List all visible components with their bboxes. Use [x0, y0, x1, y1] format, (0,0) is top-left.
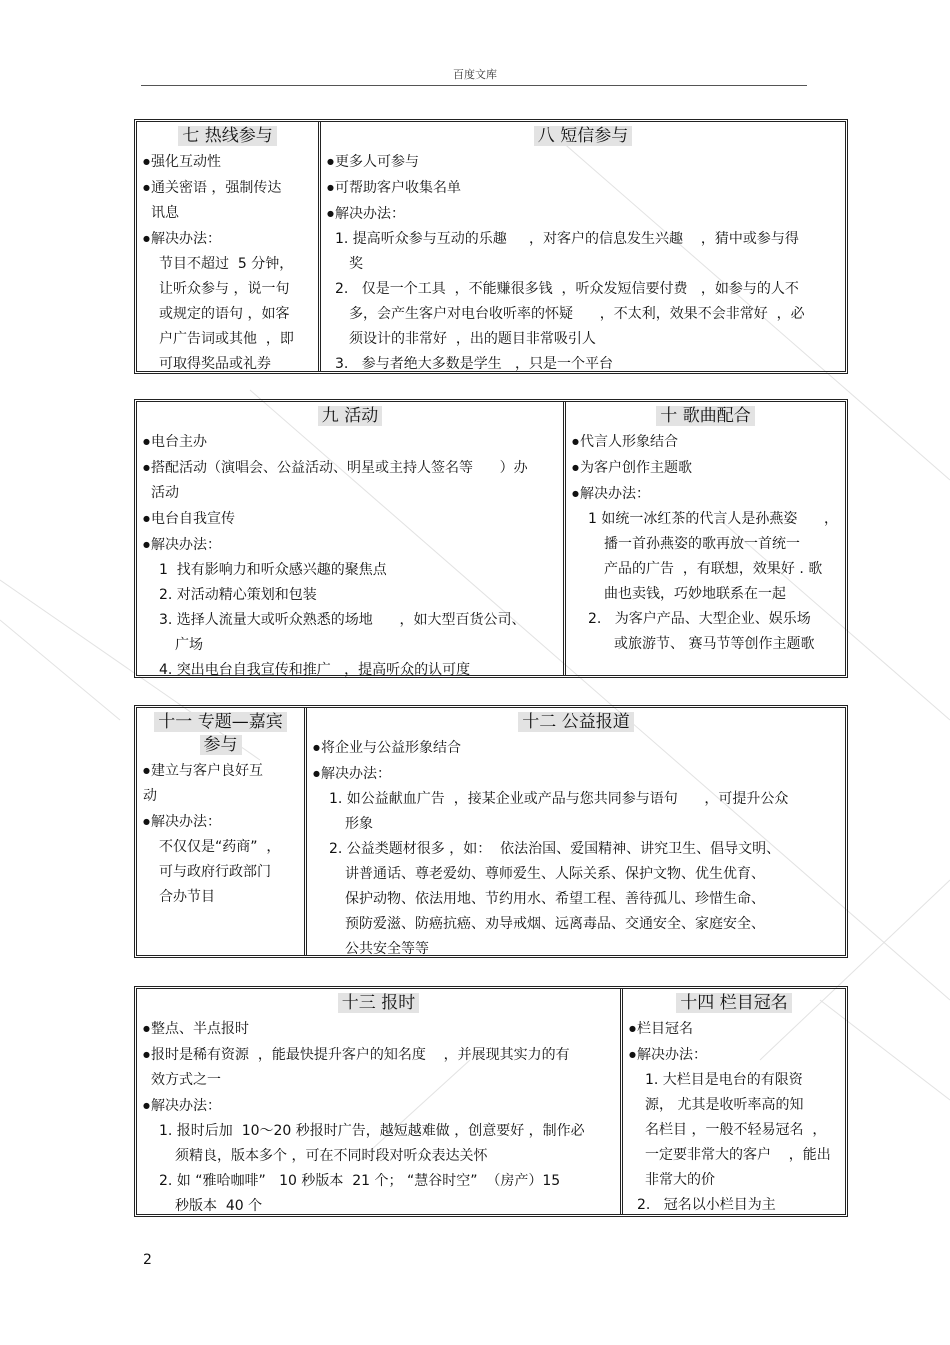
text-line: 活动: [151, 485, 179, 501]
section-hotline: [137, 122, 318, 371]
text-line: 广场: [175, 637, 203, 653]
text-line: 产品的广告 ，有联想，效果好 . 歌: [604, 561, 823, 577]
bullet-item: ● 解决办法：: [313, 761, 839, 787]
text-line: 2. 为客户产品、大型企业、娱乐场: [588, 611, 811, 627]
text-line: 播一首孙燕姿的歌再放一首统一: [604, 536, 800, 552]
text-line: 合办节目: [159, 889, 215, 905]
section-public-welfare: [304, 708, 845, 955]
section-song: [563, 402, 845, 675]
bullet-item: ● 可帮助客户收集名单: [327, 175, 839, 201]
section-title: 十 歌曲配合: [572, 404, 839, 429]
text-line: 形象: [345, 816, 373, 832]
bullet-item: ● 解决办法：: [327, 201, 839, 227]
page-header: 百度文库: [453, 68, 497, 81]
text-line: 节目不超过 5 分钟，: [159, 256, 294, 272]
bullet-item: ● 整点、半点报时: [143, 1016, 614, 1042]
section-sms: [318, 122, 845, 371]
text-line: 可取得奖品或礼券: [159, 356, 271, 372]
bullet-item: ● 解决办法：: [143, 809, 298, 835]
section-title: 九 活动: [143, 404, 557, 429]
text-line: 1. 提高听众参与互动的乐趣 ，对客户的信息发生兴趣 ，猜中或参与得: [335, 231, 799, 247]
bullet-item: ● 将企业与公益形象结合: [313, 735, 839, 761]
header-divider: [141, 85, 807, 86]
text-line: 非常大的价: [645, 1172, 715, 1188]
bullet-item: ● 强化互动性: [143, 149, 312, 175]
bullet-item: ● 建立与客户良好互: [143, 758, 298, 784]
text-line: 讯息: [151, 205, 179, 221]
text-line: 1 找有影响力和听众感兴趣的聚焦点: [159, 562, 387, 578]
section-title: 十二 公益报道: [313, 710, 839, 735]
text-line: 2. 公益类题材很多 ，如： 依法治国、爱国精神、讲究卫生、倡导文明、: [329, 841, 781, 857]
bullet-item: ● 解决办法：: [572, 481, 839, 507]
section-title: 十四 栏目冠名: [629, 991, 839, 1016]
text-line: 让听众参与 ，说一句: [159, 281, 290, 297]
text-line: 1. 报时后加 10～20 秒报时广告，越短越难做 ，创意要好 ，制作必: [159, 1123, 585, 1139]
text-line: 效方式之一: [151, 1072, 221, 1088]
text-line: 2. 仅是一个工具 ，不能赚很多钱 ，听众发短信要付费 ，如参与的人不: [335, 281, 799, 297]
text-line: 须精良，版本多个 ，可在不同时段对听众表达关怀: [175, 1148, 488, 1164]
section-box-11-12: [134, 705, 848, 958]
text-line: 1. 大栏目是电台的有限资: [645, 1072, 803, 1088]
text-line: 1. 如公益献血广告 ，接某企业或产品与您共同参与语句 ，可提升公众: [329, 791, 789, 807]
text-line: 公共安全等等: [345, 941, 429, 957]
text-line: 秒版本 40 个: [175, 1198, 263, 1214]
text-line: 动: [143, 788, 157, 804]
text-line: 曲也卖钱，巧妙地联系在一起: [604, 586, 786, 602]
bullet-item: ● 电台自我宣传: [143, 506, 557, 532]
section-sponsorship: [620, 989, 845, 1214]
text-line: 讲普通话、尊老爱幼、尊师爱生、人际关系、保护文物、优生优育、: [345, 866, 765, 882]
text-line: 源， 尤其是收听率高的知: [645, 1097, 804, 1113]
bullet-item: ● 解决办法：: [143, 226, 312, 252]
text-line: 2. 如 “雅哈咖啡” 10 秒版本 21 个； “慧谷时空” （房产）15: [159, 1173, 561, 1189]
bullet-item: ● 电台主办: [143, 429, 557, 455]
text-line: 预防爱滋、防癌抗癌、劝导戒烟、远离毒品、交通安全、家庭安全、: [345, 916, 765, 932]
text-line: 不仅仅是“药商” ，: [159, 839, 281, 855]
bullet-item: ● 报时是稀有资源 ，能最快提升客户的知名度 ，并展现其实力的有: [143, 1042, 614, 1068]
section-time-signal: [137, 989, 620, 1214]
section-title: 七 热线参与: [143, 124, 312, 149]
bullet-item: ● 更多人可参与: [327, 149, 839, 175]
bullet-item: ● 栏目冠名: [629, 1016, 839, 1042]
text-line: 或规定的语句 ，如客: [159, 306, 290, 322]
section-box-9-10: [134, 399, 848, 678]
text-line: 奖: [349, 256, 363, 272]
section-title-cont: 参与: [143, 733, 298, 758]
bullet-item: ● 为客户创作主题歌: [572, 455, 839, 481]
bullet-item: ● 解决办法：: [143, 1093, 614, 1119]
section-activity: [137, 402, 563, 678]
bullet-item: ● 通关密语 ，强制传达: [143, 175, 312, 201]
text-line: 3. 参与者绝大多数是学生 ，只是一个平台: [335, 356, 614, 372]
section-guest: [137, 708, 304, 955]
text-line: 多，会产生客户对电台收听率的怀疑 ，不太利，效果不会非常好 ，必: [349, 306, 805, 322]
text-line: 保护动物、依法用地、节约用水、希望工程、善待孤儿、珍惜生命、: [345, 891, 765, 907]
bullet-item: ● 解决办法：: [143, 532, 557, 558]
section-title: 八 短信参与: [327, 124, 839, 149]
text-line: 2. 对活动精心策划和包装: [159, 587, 317, 603]
bullet-item: ● 搭配活动（演唱会、公益活动、明星或主持人签名等 ）办: [143, 455, 557, 481]
text-line: 户广告词或其他 ，即: [159, 331, 294, 347]
text-line: 1 如统一冰红茶的代言人是孙燕姿 ，: [588, 511, 839, 527]
text-line: 须设计的非常好 ，出的题目非常吸引人: [349, 331, 596, 347]
section-title: 十三 报时: [143, 991, 614, 1016]
text-line: 可与政府行政部门: [159, 864, 271, 880]
section-box-7-8: [134, 119, 848, 374]
text-line: 2. 冠名以小栏目为主: [637, 1197, 776, 1213]
text-line: 名栏目 ，一般不轻易冠名 ，: [645, 1122, 827, 1138]
page-number: 2: [143, 1252, 152, 1268]
section-title: 十一 专题—嘉宾: [143, 710, 298, 735]
section-box-13-14: [134, 986, 848, 1217]
bullet-item: ● 解决办法：: [629, 1042, 839, 1068]
text-line: 4. 突出电台自我宣传和推广 ，提高听众的认可度: [159, 662, 471, 678]
text-line: 或旅游节、 赛马节等创作主题歌: [614, 636, 815, 652]
text-line: 一定要非常大的客户 ，能出: [645, 1147, 831, 1163]
bullet-item: ● 代言人形象结合: [572, 429, 839, 455]
text-line: 3. 选择人流量大或听众熟悉的场地 ，如大型百货公司、: [159, 612, 526, 628]
